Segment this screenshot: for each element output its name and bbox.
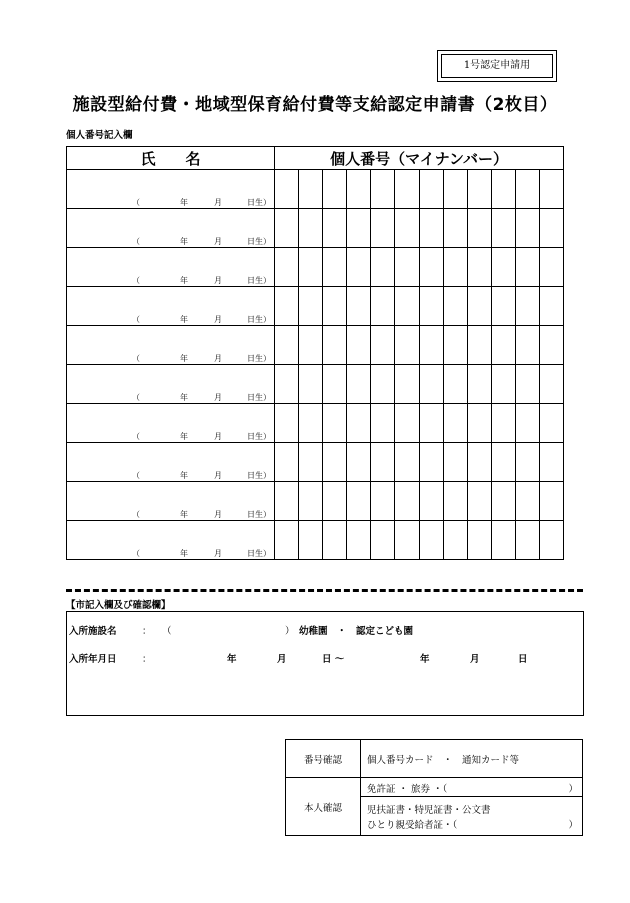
digit-cell[interactable] [323, 209, 347, 248]
digit-cell[interactable] [371, 521, 395, 560]
identity-close2: ） [568, 820, 578, 831]
name-cell[interactable] [67, 170, 275, 209]
digit-cell[interactable] [491, 404, 515, 443]
table-row [67, 521, 564, 560]
digit-cell[interactable] [540, 326, 564, 365]
table-row [67, 365, 564, 404]
birthdate-day: 日生） [247, 432, 271, 441]
digit-cell[interactable] [323, 326, 347, 365]
digit-cell[interactable] [443, 365, 467, 404]
table-row [67, 404, 564, 443]
birthdate-month: 月 [214, 315, 222, 324]
digit-cell[interactable] [467, 248, 491, 287]
digit-cell[interactable] [299, 170, 323, 209]
digit-cell[interactable] [419, 443, 443, 482]
digit-cell[interactable] [419, 365, 443, 404]
birthdate-day: 日生） [247, 471, 271, 480]
facility-close: ） [285, 626, 295, 637]
digit-cell[interactable] [515, 326, 539, 365]
office-box [66, 611, 584, 716]
digit-cell[interactable] [371, 404, 395, 443]
digit-cell[interactable] [347, 170, 371, 209]
digit-cell[interactable] [323, 287, 347, 326]
digit-cell[interactable] [515, 482, 539, 521]
digit-cell[interactable] [275, 482, 299, 521]
digit-cell[interactable] [540, 521, 564, 560]
birthdate-year: 年 [180, 432, 188, 441]
digit-cell[interactable] [371, 170, 395, 209]
digit-cell[interactable] [371, 482, 395, 521]
digit-cell[interactable] [491, 326, 515, 365]
date-day2: 日 [518, 654, 528, 665]
office-section-label: 【市記入欄及び確認欄】 [66, 600, 171, 611]
birthdate-year: 年 [180, 276, 188, 285]
birthdate-day: 日生） [247, 354, 271, 363]
confirmation-table [285, 739, 583, 836]
digit-cell[interactable] [395, 326, 419, 365]
digit-cell[interactable] [299, 365, 323, 404]
digit-cell[interactable] [347, 521, 371, 560]
digit-cell[interactable] [395, 170, 419, 209]
digit-cell[interactable] [395, 209, 419, 248]
digit-cell[interactable] [491, 248, 515, 287]
digit-cell[interactable] [371, 443, 395, 482]
birthdate-open: （ [132, 432, 140, 441]
birthdate-month: 月 [214, 549, 222, 558]
digit-cell[interactable] [395, 287, 419, 326]
digit-cell[interactable] [515, 443, 539, 482]
table-row [67, 248, 564, 287]
digit-cell[interactable] [491, 443, 515, 482]
table-row [67, 443, 564, 482]
table-row [67, 326, 564, 365]
date-year: 年 [227, 654, 237, 665]
digit-cell[interactable] [347, 287, 371, 326]
birthdate-month: 月 [214, 237, 222, 246]
form-type-badge: 1号認定申請用 [441, 54, 553, 78]
digit-cell[interactable] [299, 326, 323, 365]
birthdate-open: （ [132, 315, 140, 324]
digit-cell[interactable] [323, 365, 347, 404]
digit-cell[interactable] [275, 287, 299, 326]
name-cell[interactable] [67, 287, 275, 326]
digit-cell[interactable] [395, 248, 419, 287]
birthdate-open: （ [132, 510, 140, 519]
name-cell[interactable] [67, 482, 275, 521]
digit-cell[interactable] [323, 404, 347, 443]
digit-cell[interactable] [515, 404, 539, 443]
digit-cell[interactable] [395, 521, 419, 560]
digit-cell[interactable] [467, 326, 491, 365]
digit-cell[interactable] [419, 209, 443, 248]
digit-cell[interactable] [540, 404, 564, 443]
birthdate-month: 月 [214, 198, 222, 207]
mynumber-table [66, 146, 564, 560]
digit-cell[interactable] [419, 482, 443, 521]
digit-cell[interactable] [419, 287, 443, 326]
section-label: 個人番号記入欄 [66, 130, 133, 141]
number-check-label: 番号確認 [286, 740, 361, 778]
digit-cell[interactable] [419, 404, 443, 443]
birthdate-open: （ [132, 237, 140, 246]
birthdate-month: 月 [214, 276, 222, 285]
birthdate-day: 日生） [247, 198, 271, 207]
digit-cell[interactable] [515, 287, 539, 326]
table-row [67, 209, 564, 248]
digit-cell[interactable] [467, 209, 491, 248]
digit-cell[interactable] [467, 443, 491, 482]
facility-label: 入所施設名 [69, 626, 117, 637]
identity-docs3: ひとり親受給者証・（ [367, 820, 458, 831]
digit-cell[interactable] [443, 404, 467, 443]
birthdate-month: 月 [214, 354, 222, 363]
digit-cell[interactable] [347, 248, 371, 287]
digit-cell[interactable] [540, 365, 564, 404]
digit-cell[interactable] [467, 521, 491, 560]
birthdate-open: （ [132, 393, 140, 402]
digit-cell[interactable] [443, 521, 467, 560]
identity-check-label: 本人確認 [286, 778, 361, 836]
digit-cell[interactable] [491, 170, 515, 209]
birthdate-year: 年 [180, 471, 188, 480]
identity-close1: ） [568, 784, 578, 795]
date-colon: ： [142, 654, 152, 665]
number-header: 個人番号（マイナンバー） [275, 147, 564, 170]
name-cell[interactable] [67, 209, 275, 248]
identity-docs-row1 [361, 778, 582, 797]
birthdate-day: 日生） [247, 315, 271, 324]
digit-cell[interactable] [540, 209, 564, 248]
digit-cell[interactable] [323, 443, 347, 482]
digit-cell[interactable] [540, 443, 564, 482]
table-row [67, 170, 564, 209]
digit-cell[interactable] [419, 248, 443, 287]
digit-cell[interactable] [443, 287, 467, 326]
birthdate-open: （ [132, 276, 140, 285]
birthdate-month: 月 [214, 393, 222, 402]
birthdate-day: 日生） [247, 510, 271, 519]
name-cell[interactable] [67, 365, 275, 404]
digit-cell[interactable] [491, 287, 515, 326]
identity-docs-cell [361, 778, 583, 836]
digit-cell[interactable] [299, 443, 323, 482]
digit-cell[interactable] [275, 443, 299, 482]
digit-cell[interactable] [275, 365, 299, 404]
digit-cell[interactable] [515, 521, 539, 560]
digit-cell[interactable] [467, 404, 491, 443]
digit-cell[interactable] [515, 170, 539, 209]
digit-cell[interactable] [299, 521, 323, 560]
number-check-docs: 個人番号カード ・ 通知カード等 [361, 740, 583, 778]
digit-cell[interactable] [371, 365, 395, 404]
digit-cell[interactable] [467, 482, 491, 521]
birthdate-year: 年 [180, 393, 188, 402]
table-row [67, 482, 564, 521]
birthdate-year: 年 [180, 510, 188, 519]
digit-cell[interactable] [443, 443, 467, 482]
birthdate-month: 月 [214, 432, 222, 441]
digit-cell[interactable] [540, 482, 564, 521]
name-cell[interactable] [67, 326, 275, 365]
digit-cell[interactable] [323, 482, 347, 521]
facility-types: 幼稚園 ・ 認定こども園 [299, 626, 414, 637]
digit-cell[interactable] [323, 521, 347, 560]
digit-cell[interactable] [515, 365, 539, 404]
birthdate-open: （ [132, 198, 140, 207]
digit-cell[interactable] [347, 326, 371, 365]
digit-cell[interactable] [299, 248, 323, 287]
name-cell[interactable] [67, 521, 275, 560]
table-row [67, 287, 564, 326]
digit-cell[interactable] [491, 482, 515, 521]
facility-colon: ： [142, 626, 152, 637]
digit-cell[interactable] [443, 248, 467, 287]
digit-cell[interactable] [299, 287, 323, 326]
facility-input[interactable] [177, 616, 277, 640]
digit-cell[interactable] [491, 365, 515, 404]
birthdate-year: 年 [180, 315, 188, 324]
date-month2: 月 [470, 654, 480, 665]
name-cell[interactable] [67, 248, 275, 287]
date-day-from: 日 ～ [322, 654, 345, 665]
digit-cell[interactable] [395, 443, 419, 482]
digit-cell[interactable] [323, 170, 347, 209]
digit-cell[interactable] [371, 326, 395, 365]
digit-cell[interactable] [371, 287, 395, 326]
birthdate-year: 年 [180, 354, 188, 363]
digit-cell[interactable] [515, 248, 539, 287]
digit-cell[interactable] [299, 404, 323, 443]
birthdate-year: 年 [180, 198, 188, 207]
birthdate-day: 日生） [247, 549, 271, 558]
digit-cell[interactable] [275, 404, 299, 443]
digit-cell[interactable] [443, 209, 467, 248]
digit-cell[interactable] [347, 443, 371, 482]
date-month: 月 [277, 654, 287, 665]
birthdate-open: （ [132, 354, 140, 363]
digit-cell[interactable] [467, 287, 491, 326]
digit-cell[interactable] [275, 248, 299, 287]
digit-cell[interactable] [347, 209, 371, 248]
digit-cell[interactable] [275, 521, 299, 560]
digit-cell[interactable] [467, 365, 491, 404]
page-title: 施設型給付費・地域型保育給付費等支給認定申請書（2枚目） [72, 95, 558, 115]
birthdate-month: 月 [214, 510, 222, 519]
digit-cell[interactable] [347, 482, 371, 521]
divider [66, 589, 583, 592]
name-cell[interactable] [67, 404, 275, 443]
digit-cell[interactable] [419, 521, 443, 560]
digit-cell[interactable] [491, 521, 515, 560]
digit-cell[interactable] [540, 287, 564, 326]
digit-cell[interactable] [371, 248, 395, 287]
digit-cell[interactable] [515, 209, 539, 248]
digit-cell[interactable] [275, 326, 299, 365]
date-year2: 年 [420, 654, 430, 665]
identity-docs1: 免許証 ・ 旅券 ・（ [367, 784, 448, 795]
birthdate-day: 日生） [247, 237, 271, 246]
digit-cell[interactable] [443, 170, 467, 209]
digit-cell[interactable] [419, 170, 443, 209]
digit-cell[interactable] [443, 326, 467, 365]
birthdate-month: 月 [214, 471, 222, 480]
birthdate-year: 年 [180, 549, 188, 558]
birthdate-day: 日生） [247, 276, 271, 285]
digit-cell[interactable] [419, 326, 443, 365]
name-header: 氏 名 [67, 147, 275, 170]
birthdate-open: （ [132, 471, 140, 480]
digit-cell[interactable] [275, 170, 299, 209]
digit-cell[interactable] [467, 170, 491, 209]
digit-cell[interactable] [443, 482, 467, 521]
digit-cell[interactable] [347, 365, 371, 404]
name-cell[interactable] [67, 443, 275, 482]
birthdate-year: 年 [180, 237, 188, 246]
date-label: 入所年月日 [69, 654, 117, 665]
digit-cell[interactable] [395, 482, 419, 521]
digit-cell[interactable] [275, 209, 299, 248]
digit-cell[interactable] [540, 248, 564, 287]
digit-cell[interactable] [491, 209, 515, 248]
identity-docs2: 児扶証書・特児証書・公文書 [367, 805, 491, 816]
birthdate-open: （ [132, 549, 140, 558]
digit-cell[interactable] [299, 209, 323, 248]
digit-cell[interactable] [371, 209, 395, 248]
digit-cell[interactable] [395, 404, 419, 443]
digit-cell[interactable] [395, 365, 419, 404]
digit-cell[interactable] [540, 170, 564, 209]
digit-cell[interactable] [347, 404, 371, 443]
birthdate-day: 日生） [247, 393, 271, 402]
facility-open: （ [162, 626, 172, 637]
digit-cell[interactable] [299, 482, 323, 521]
digit-cell[interactable] [323, 248, 347, 287]
